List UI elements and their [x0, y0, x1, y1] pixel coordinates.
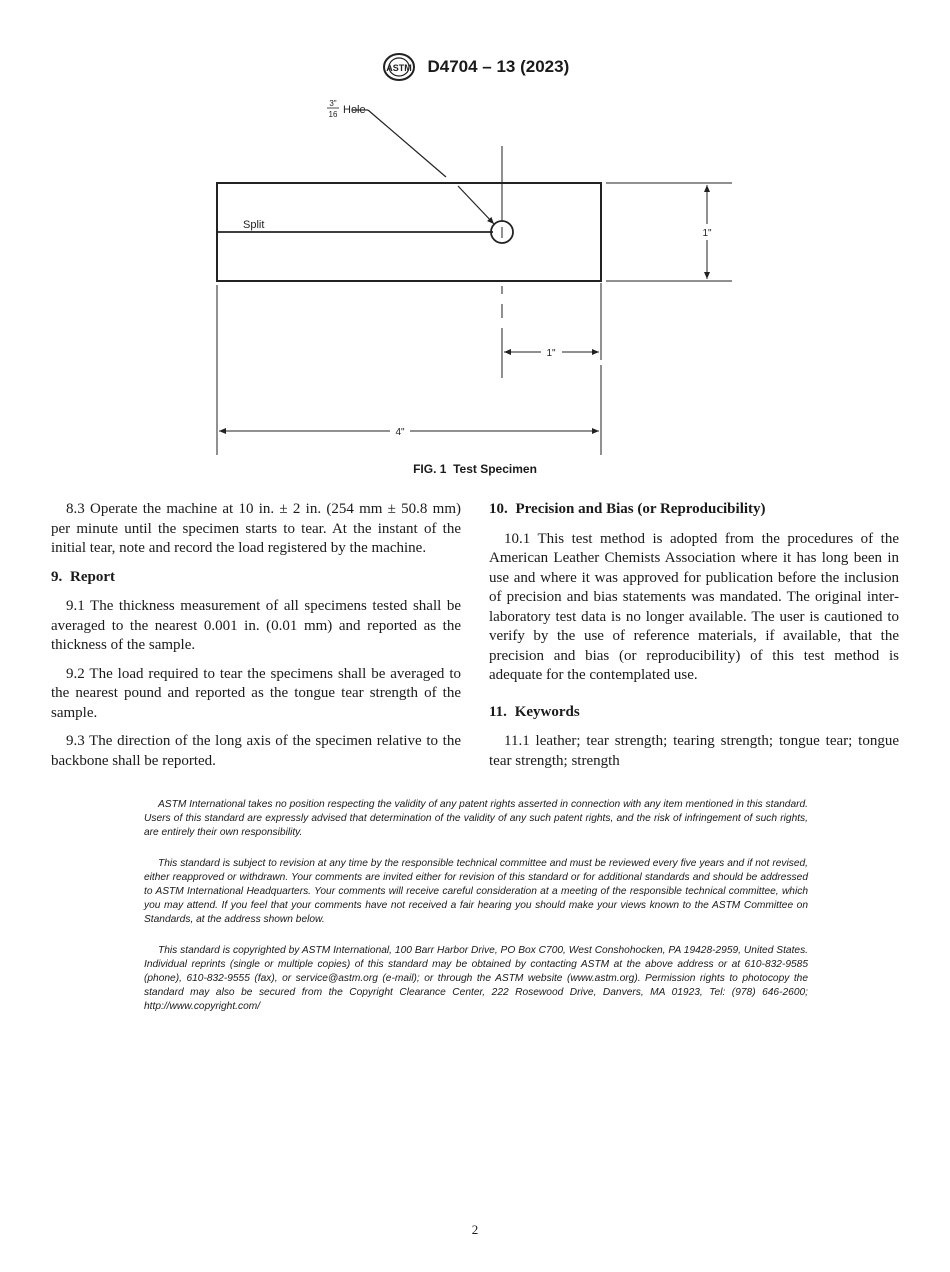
hole-fraction-denominator: 16: [328, 110, 338, 119]
paragraph-9-3: 9.3 The direction of the long axis of the specimen relative to the backbone shall be reported.: [51, 733, 461, 769]
paragraph-10-1: 10.1 This test method is adopted from the procedures of the American Leather Chemists Association where it has long been in use and where it was approved for publication before the inclusion of precision and bias statements was mandated. The original inter-laboratory test data is no longer available. The user is cautioned to verify by the use of reference materials, if available, that the precision and bias (or reproducibility) of this test method is adequate for the contemplated use.: [489, 530, 899, 683]
section-11-number: 11.: [489, 703, 507, 720]
notice-copyright: This standard is copyrighted by ASTM International, 100 Barr Harbor Drive, PO Box C700, West Conshohocken, PA 19428-2959, United States. Individual reprints (single or multiple copies) of this standard may be obtained by contacting ASTM at the above address or at 610-832-9585 (phone), 610-832-9555 (fax), or service@astm.org (e-mail); or through the ASTM website (www.astm.org). Permission rights to photocopy the standard may also be secured from the Copyright Clearance Center, 222 Rosewood Drive, Danvers, MA 01923, Tel: (978) 646-2600; http://www.copyright.com/: [144, 945, 808, 1012]
dim-length-label: 4": [395, 427, 405, 438]
hole-fraction-numerator: 3": [329, 99, 337, 108]
figure-caption: [0, 462, 950, 476]
split-label: Split: [243, 219, 265, 231]
section-10-number: 10.: [489, 501, 508, 517]
section-9-number: 9.: [51, 568, 63, 585]
astm-logo-text: ASTM: [385, 63, 412, 73]
paragraph-9-2: 9.2 The load required to tear the specimens shall be averaged to the nearest pound and reported as the tongue tear strength of the sample.: [51, 665, 461, 721]
page-header: [0, 52, 950, 82]
page-number: 2: [471, 1222, 479, 1237]
hole-label: Hole: [343, 104, 366, 116]
figure-caption-title: Test Specimen: [453, 462, 537, 476]
figure-caption-number: FIG. 1: [413, 462, 447, 476]
section-9-heading: [51, 568, 461, 588]
left-column: [51, 500, 461, 780]
astm-logo: [381, 52, 417, 82]
notice-patent: ASTM International takes no position respecting the validity of any patent rights asserted in connection with any item mentioned in this standard. Users of this standard are expressly advised that determination of the validity of any such patent rights, and the risk of infringement of such rights, are entirely their own responsibility.: [144, 799, 808, 838]
section-9-title: Report: [70, 568, 115, 585]
document-id: D4704 – 13 (2023): [427, 57, 570, 76]
dim-height-label: 1": [702, 228, 712, 239]
figure-test-specimen: [0, 95, 950, 465]
section-11-heading: [489, 703, 899, 723]
section-10-heading: [489, 500, 899, 520]
paragraph-11-1: 11.1 leather; tear strength; tearing strength; tongue tear; tongue tear strength; strength: [489, 733, 899, 769]
section-10-title: Precision and Bias (or Reproducibility): [515, 501, 766, 517]
section-11-title: Keywords: [514, 703, 580, 720]
paragraph-8-3: 8.3 Operate the machine at 10 in. ± 2 in. (254 mm ± 50.8 mm) per minute until the specimen starts to tear. At the instant of the initial tear, note and record the load registered by the machine.: [51, 501, 461, 556]
paragraph-9-1: 9.1 The thickness measurement of all specimens tested shall be averaged to the nearest 0.001 in. (0.01 mm) and reported as the thickness of the sample.: [51, 598, 461, 653]
notice-revision: This standard is subject to revision at any time by the responsible technical committee and must be reviewed every five years and if not revised, either reapproved or withdrawn. Your comments are invited either for revision of this standard or for additional standards and should be addressed to ASTM International Headquarters. Your comments will receive careful consideration at a meeting of the responsible technical committee, which you may attend. If you feel that your comments have not received a fair hearing you should make your views known to the ASTM Committee on Standards, at the address shown below.: [144, 858, 808, 925]
astm-notices: [144, 798, 808, 1031]
right-column: [489, 500, 899, 780]
hole-leader: [368, 110, 446, 177]
dim-hole-offset-label: 1": [546, 348, 556, 359]
